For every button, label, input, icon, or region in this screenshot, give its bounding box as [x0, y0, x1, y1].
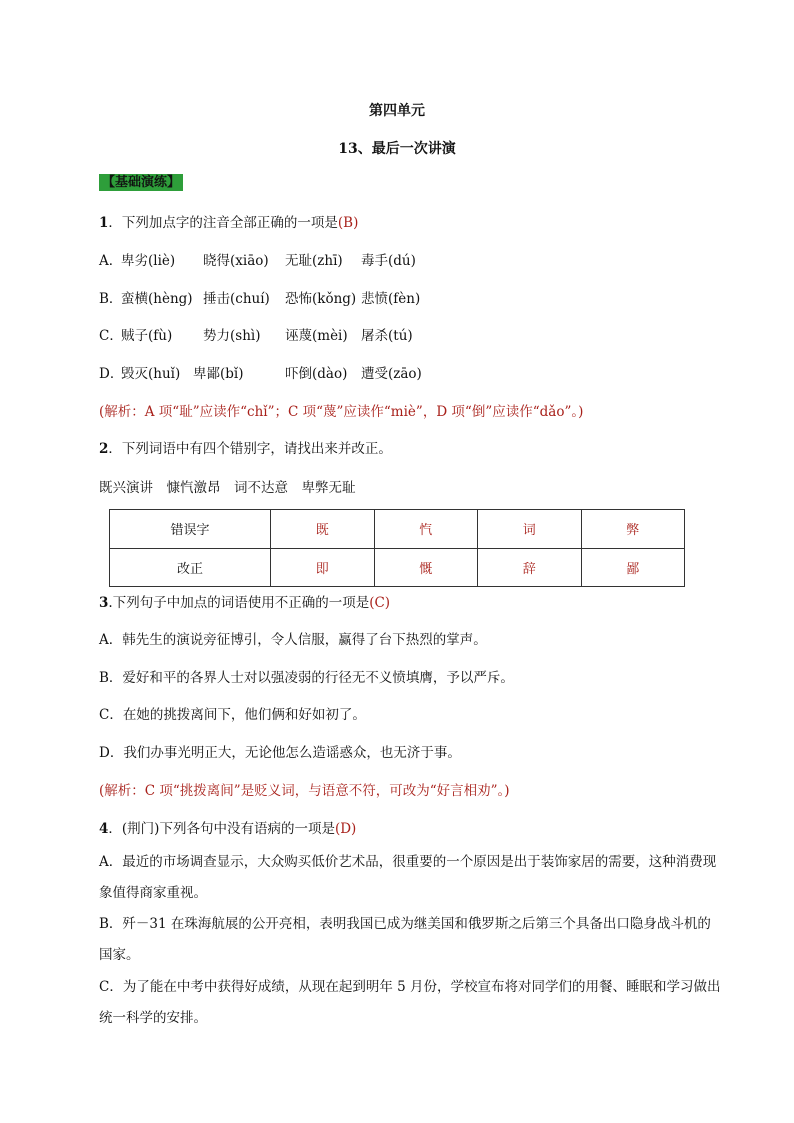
question-stem: .下列句子中加点的词语使用不正确的一项是 [108, 595, 370, 611]
option-label: A． [99, 253, 123, 269]
question-number: 2 [99, 441, 109, 457]
table-row [110, 510, 685, 549]
table-cell-label: 改正 [110, 548, 271, 587]
word-list: 既兴演讲 慷忾激昂 词不达意 卑弊无耻 [99, 480, 356, 496]
table-cell: 忾 [374, 510, 478, 549]
question-number: 3 [99, 595, 109, 611]
analysis-3: (解析：C 项“挑拨离间”是贬义词，与语意不符，可改为“好言相劝”。) [99, 783, 510, 799]
table-cell: 慨 [374, 548, 478, 587]
option-item: 无耻(zhī) [285, 253, 343, 269]
unit-title: 第四单元 [369, 103, 425, 119]
option-c: C．为了能在中考中获得好成绩，从现在起到明年 5 月份，学校宣布将对同学们的用餐、睡眠和学习做出统一科学的安排。 [99, 979, 721, 1026]
table-cell: 词 [478, 510, 582, 549]
correction-table [109, 509, 685, 587]
table-cell: 辞 [478, 548, 582, 587]
question-number: 4 [99, 821, 109, 837]
table-row [110, 548, 685, 587]
answer: (C) [369, 595, 391, 611]
option-item: 毒手(dú) [361, 253, 416, 269]
lesson-title: 13、最后一次讲演 [338, 141, 456, 157]
option-item: 遭受(zāo) [361, 366, 422, 382]
section-badge: 【基础演练】 [99, 174, 183, 191]
option-item: 恐怖(kǒng) [285, 291, 357, 307]
question-stem: ．(荆门)下列各句中没有语病的一项是 [108, 821, 335, 837]
table-cell: 鄙 [581, 548, 685, 587]
table-cell: 弊 [581, 510, 685, 549]
option-item: 卑鄙(bǐ) [193, 366, 244, 382]
option-a: A．韩先生的演说旁征博引，令人信服，赢得了台下热烈的掌声。 [99, 632, 487, 648]
option-item: 势力(shì) [203, 328, 261, 344]
question-4 [99, 817, 356, 837]
table-cell: 既 [271, 510, 375, 549]
option-item: 屠杀(tú) [361, 328, 413, 344]
option-b: B．歼－31 在珠海航展的公开亮相，表明我国已成为继美国和俄罗斯之后第三个具备出口隐身战斗机的国家。 [99, 916, 711, 963]
option-item: 悲愤(fèn) [361, 291, 421, 307]
question-1 [99, 211, 358, 231]
option-item: 晓得(xiāo) [203, 253, 269, 269]
question-stem: ．下列加点字的注音全部正确的一项是 [108, 215, 338, 231]
option-a [99, 249, 416, 269]
table-cell-label: 错误字 [110, 510, 271, 549]
option-item: 吓倒(dào) [285, 366, 348, 382]
question-number: 1 [99, 215, 109, 231]
option-item: 捶击(chuí) [203, 291, 270, 307]
option-label: B． [99, 291, 123, 307]
answer: (B) [337, 215, 359, 231]
question-2 [99, 437, 392, 457]
option-d: D．我们办事光明正大，无论他怎么造谣惑众，也无济于事。 [99, 745, 461, 761]
option-d [99, 362, 422, 382]
option-item: 卑劣(liè) [121, 253, 176, 269]
option-text: A．最近的市场调查显示，大众购买低价艺术品，很重要的一个原因是出于装饰家居的需要，这种消费现象值得商家重视。 [99, 854, 717, 901]
option-item: 贼子(fù) [121, 328, 173, 344]
table-cell: 即 [271, 548, 375, 587]
option-item: 诬蔑(mèi) [285, 328, 348, 344]
question-3 [99, 591, 390, 611]
option-b: B．爱好和平的各界人士对以强凌弱的行径无不义愤填膺，予以严斥。 [99, 670, 514, 686]
analysis-1: (解析：A 项“耻”应读作“chǐ”；C 项“蔑”应读作“miè”，D 项“倒”应读作“dǎo”。) [99, 404, 584, 420]
question-stem: ．下列词语中有四个错别字，请找出来并改正。 [108, 441, 392, 457]
option-item: 蛮横(hèng) [121, 291, 193, 307]
option-c [99, 324, 413, 344]
option-label: D． [99, 366, 124, 382]
option-c: C．在她的挑拨离间下，他们俩和好如初了。 [99, 707, 366, 723]
answer: (D) [334, 821, 357, 837]
option-item: 毁灭(huǐ) [121, 366, 181, 382]
option-b [99, 287, 421, 307]
option-label: C． [99, 328, 123, 344]
option-a [99, 847, 723, 909]
